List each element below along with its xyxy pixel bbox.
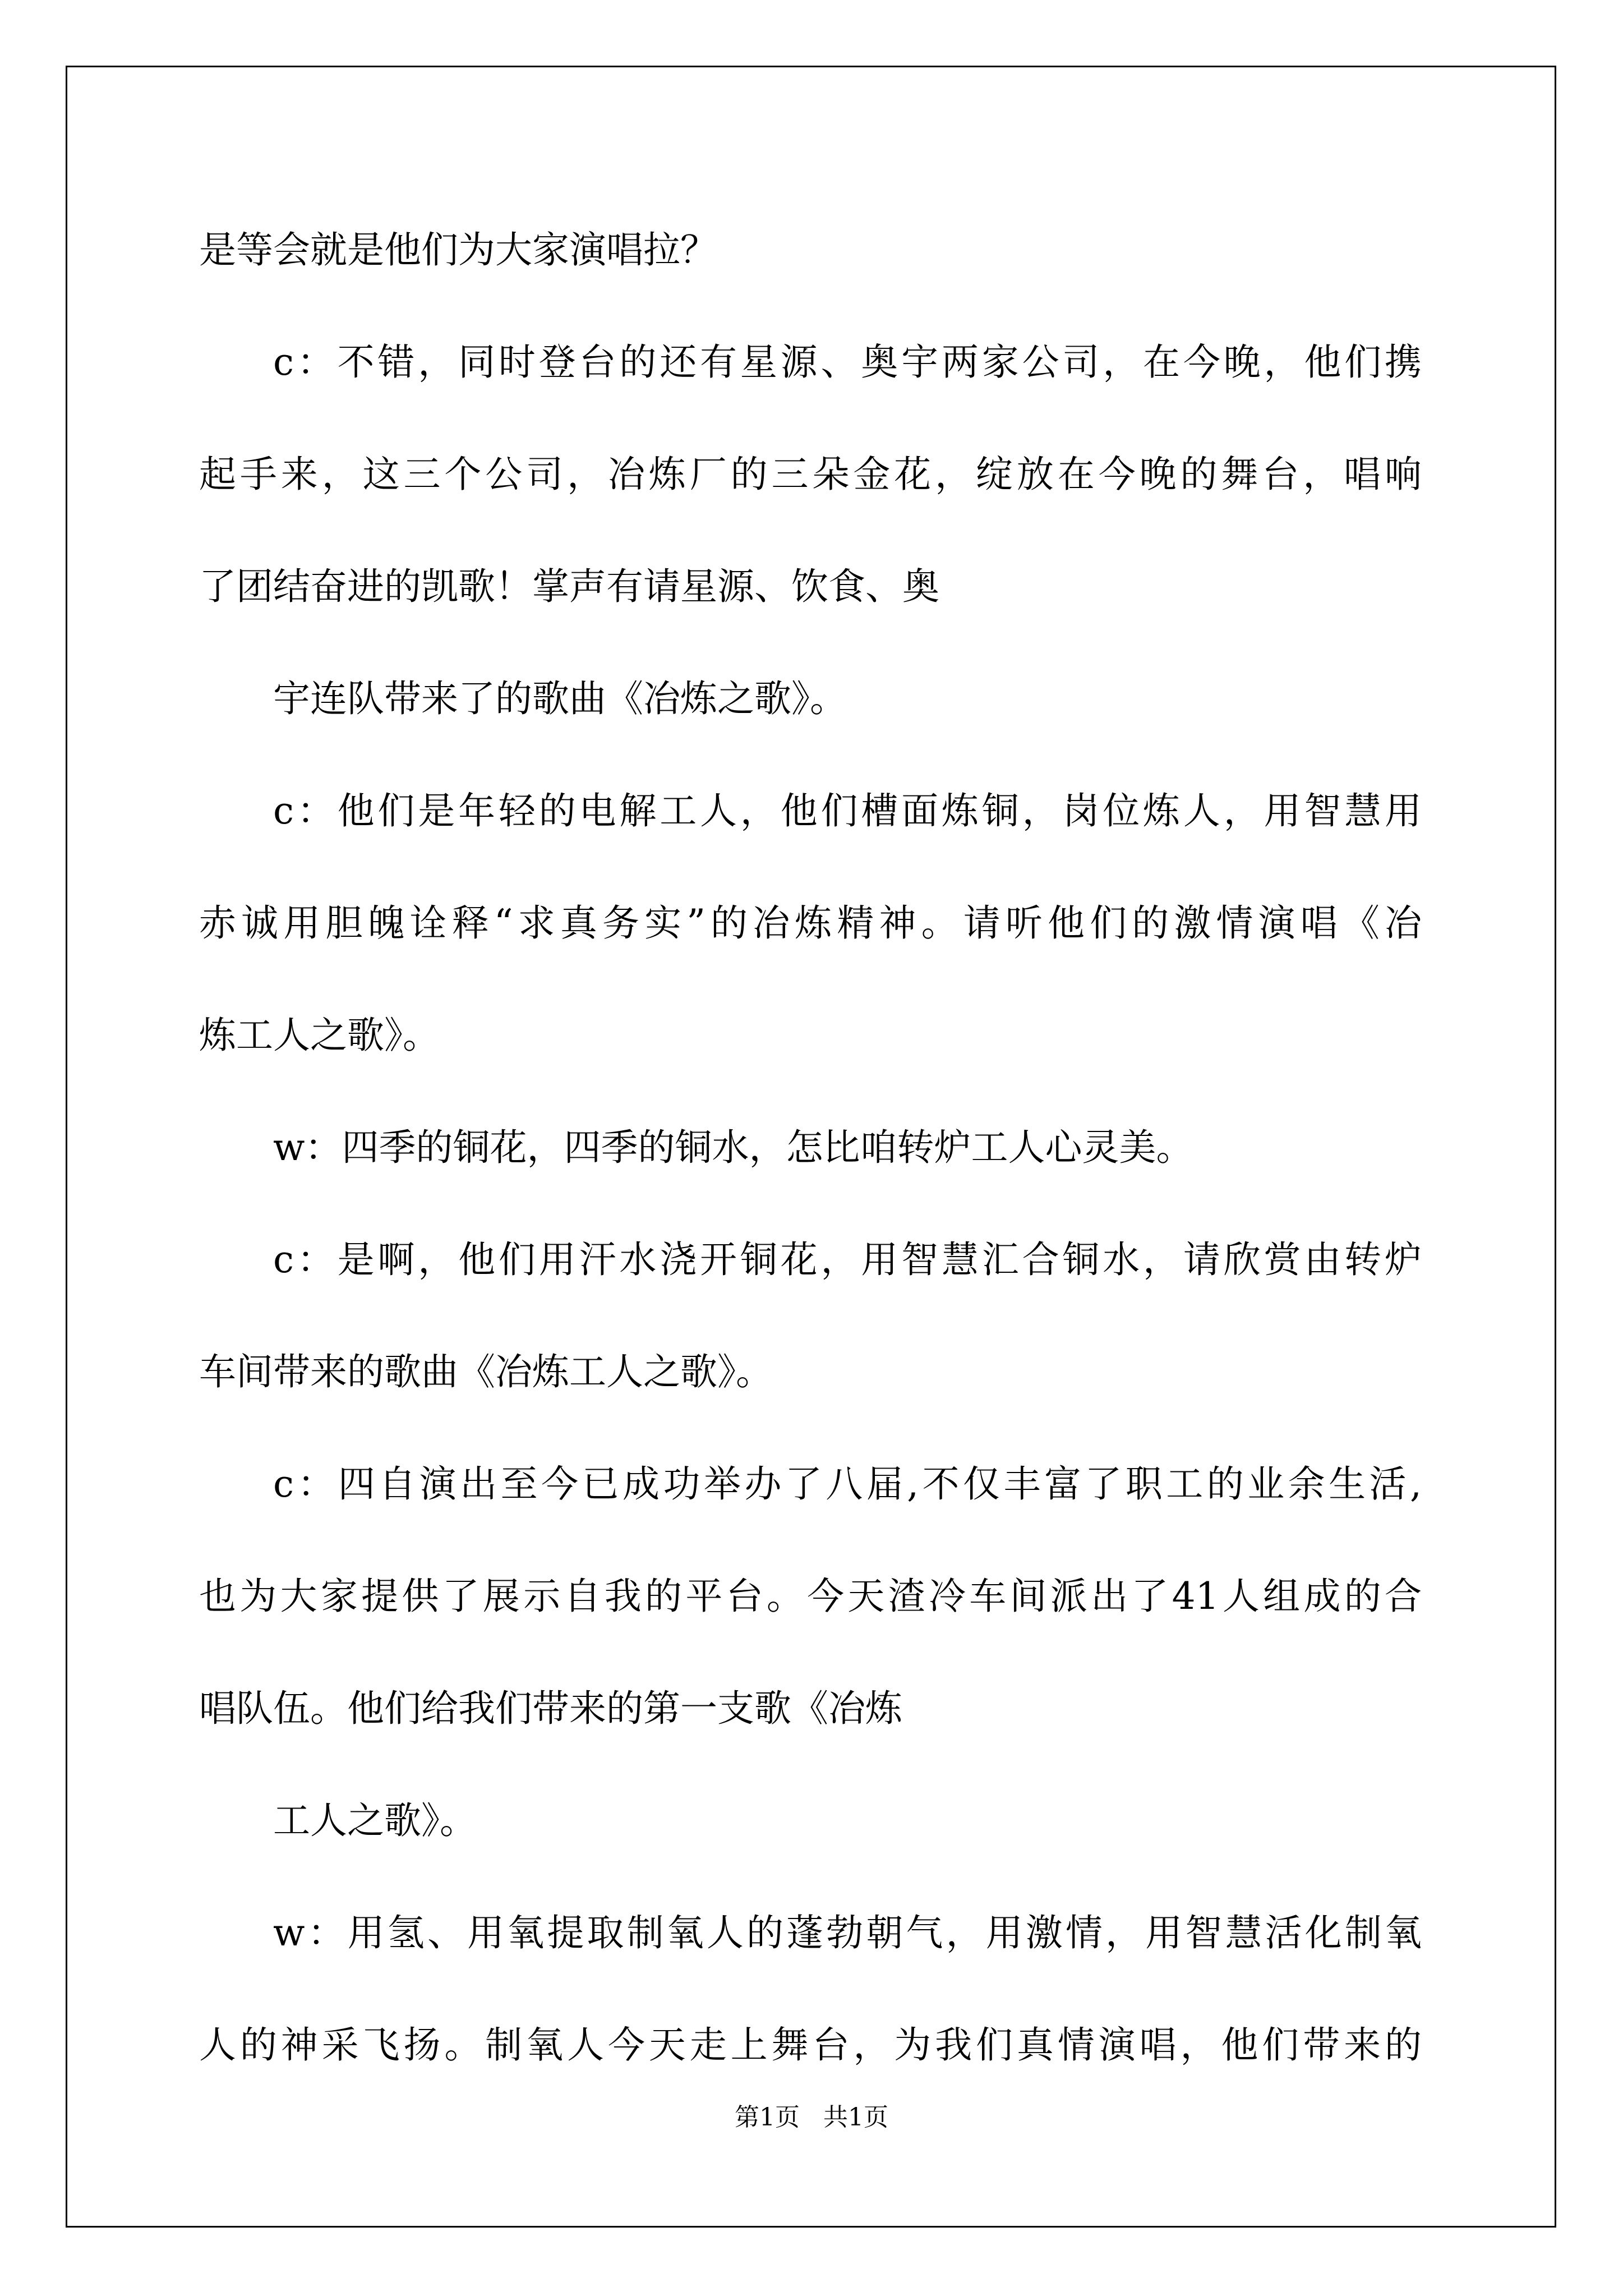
text-line: 起手来，这三个公司，冶炼厂的三朵金花，绽放在今晚的舞台，唱响 xyxy=(199,453,1422,496)
text-line: 工人之歌》。 xyxy=(273,1799,477,1842)
text-line: 宇连队带来了的歌曲《冶炼之歌》。 xyxy=(273,677,847,720)
text-line: w：四季的铜花，四季的铜水，怎比咱转炉工人心灵美。 xyxy=(273,1126,1193,1169)
text-line: 车间带来的歌曲《冶炼工人之歌》。 xyxy=(199,1350,773,1393)
text-line: c：四自演出至今已成功举办了八届,不仅丰富了职工的业余生活, xyxy=(273,1462,1422,1506)
page-total: 共1页 xyxy=(823,2103,888,2132)
text-line: w：用氢、用氧提取制氧人的蓬勃朝气，用激情，用智慧活化制氧 xyxy=(273,1911,1422,1954)
text-line: 炼工人之歌》。 xyxy=(199,1014,440,1057)
page-number: 第1页 xyxy=(735,2103,800,2132)
text-line: 人的神采飞扬。制氧人今天走上舞台，为我们真情演唱，他们带来的 xyxy=(199,2023,1422,2067)
text-line: 赤诚用胆魄诠释“求真务实”的冶炼精神。请听他们的激情演唱《冶 xyxy=(199,901,1422,945)
text-line: c：是啊，他们用汗水浇开铜花，用智慧汇合铜水，请欣赏由转炉 xyxy=(273,1238,1422,1281)
document-body xyxy=(199,224,1422,2132)
text-line: 是等会就是他们为大家演唱拉？ xyxy=(199,228,717,272)
text-line: 了团结奋进的凯歌！掌声有请星源、饮食、奥 xyxy=(199,565,939,608)
text-line: c：不错，同时登台的还有星源、奥宇两家公司，在今晚，他们携 xyxy=(273,341,1422,384)
text-line: 唱队伍。他们给我们带来的第一支歌《冶炼 xyxy=(199,1687,902,1730)
text-line: c：他们是年轻的电解工人，他们槽面炼铜，岗位炼人，用智慧用 xyxy=(273,789,1422,832)
text-line: 也为大家提供了展示自我的平台。今天渣冷车间派出了41人组成的合 xyxy=(199,1575,1422,1618)
page-footer xyxy=(0,2101,1623,2134)
